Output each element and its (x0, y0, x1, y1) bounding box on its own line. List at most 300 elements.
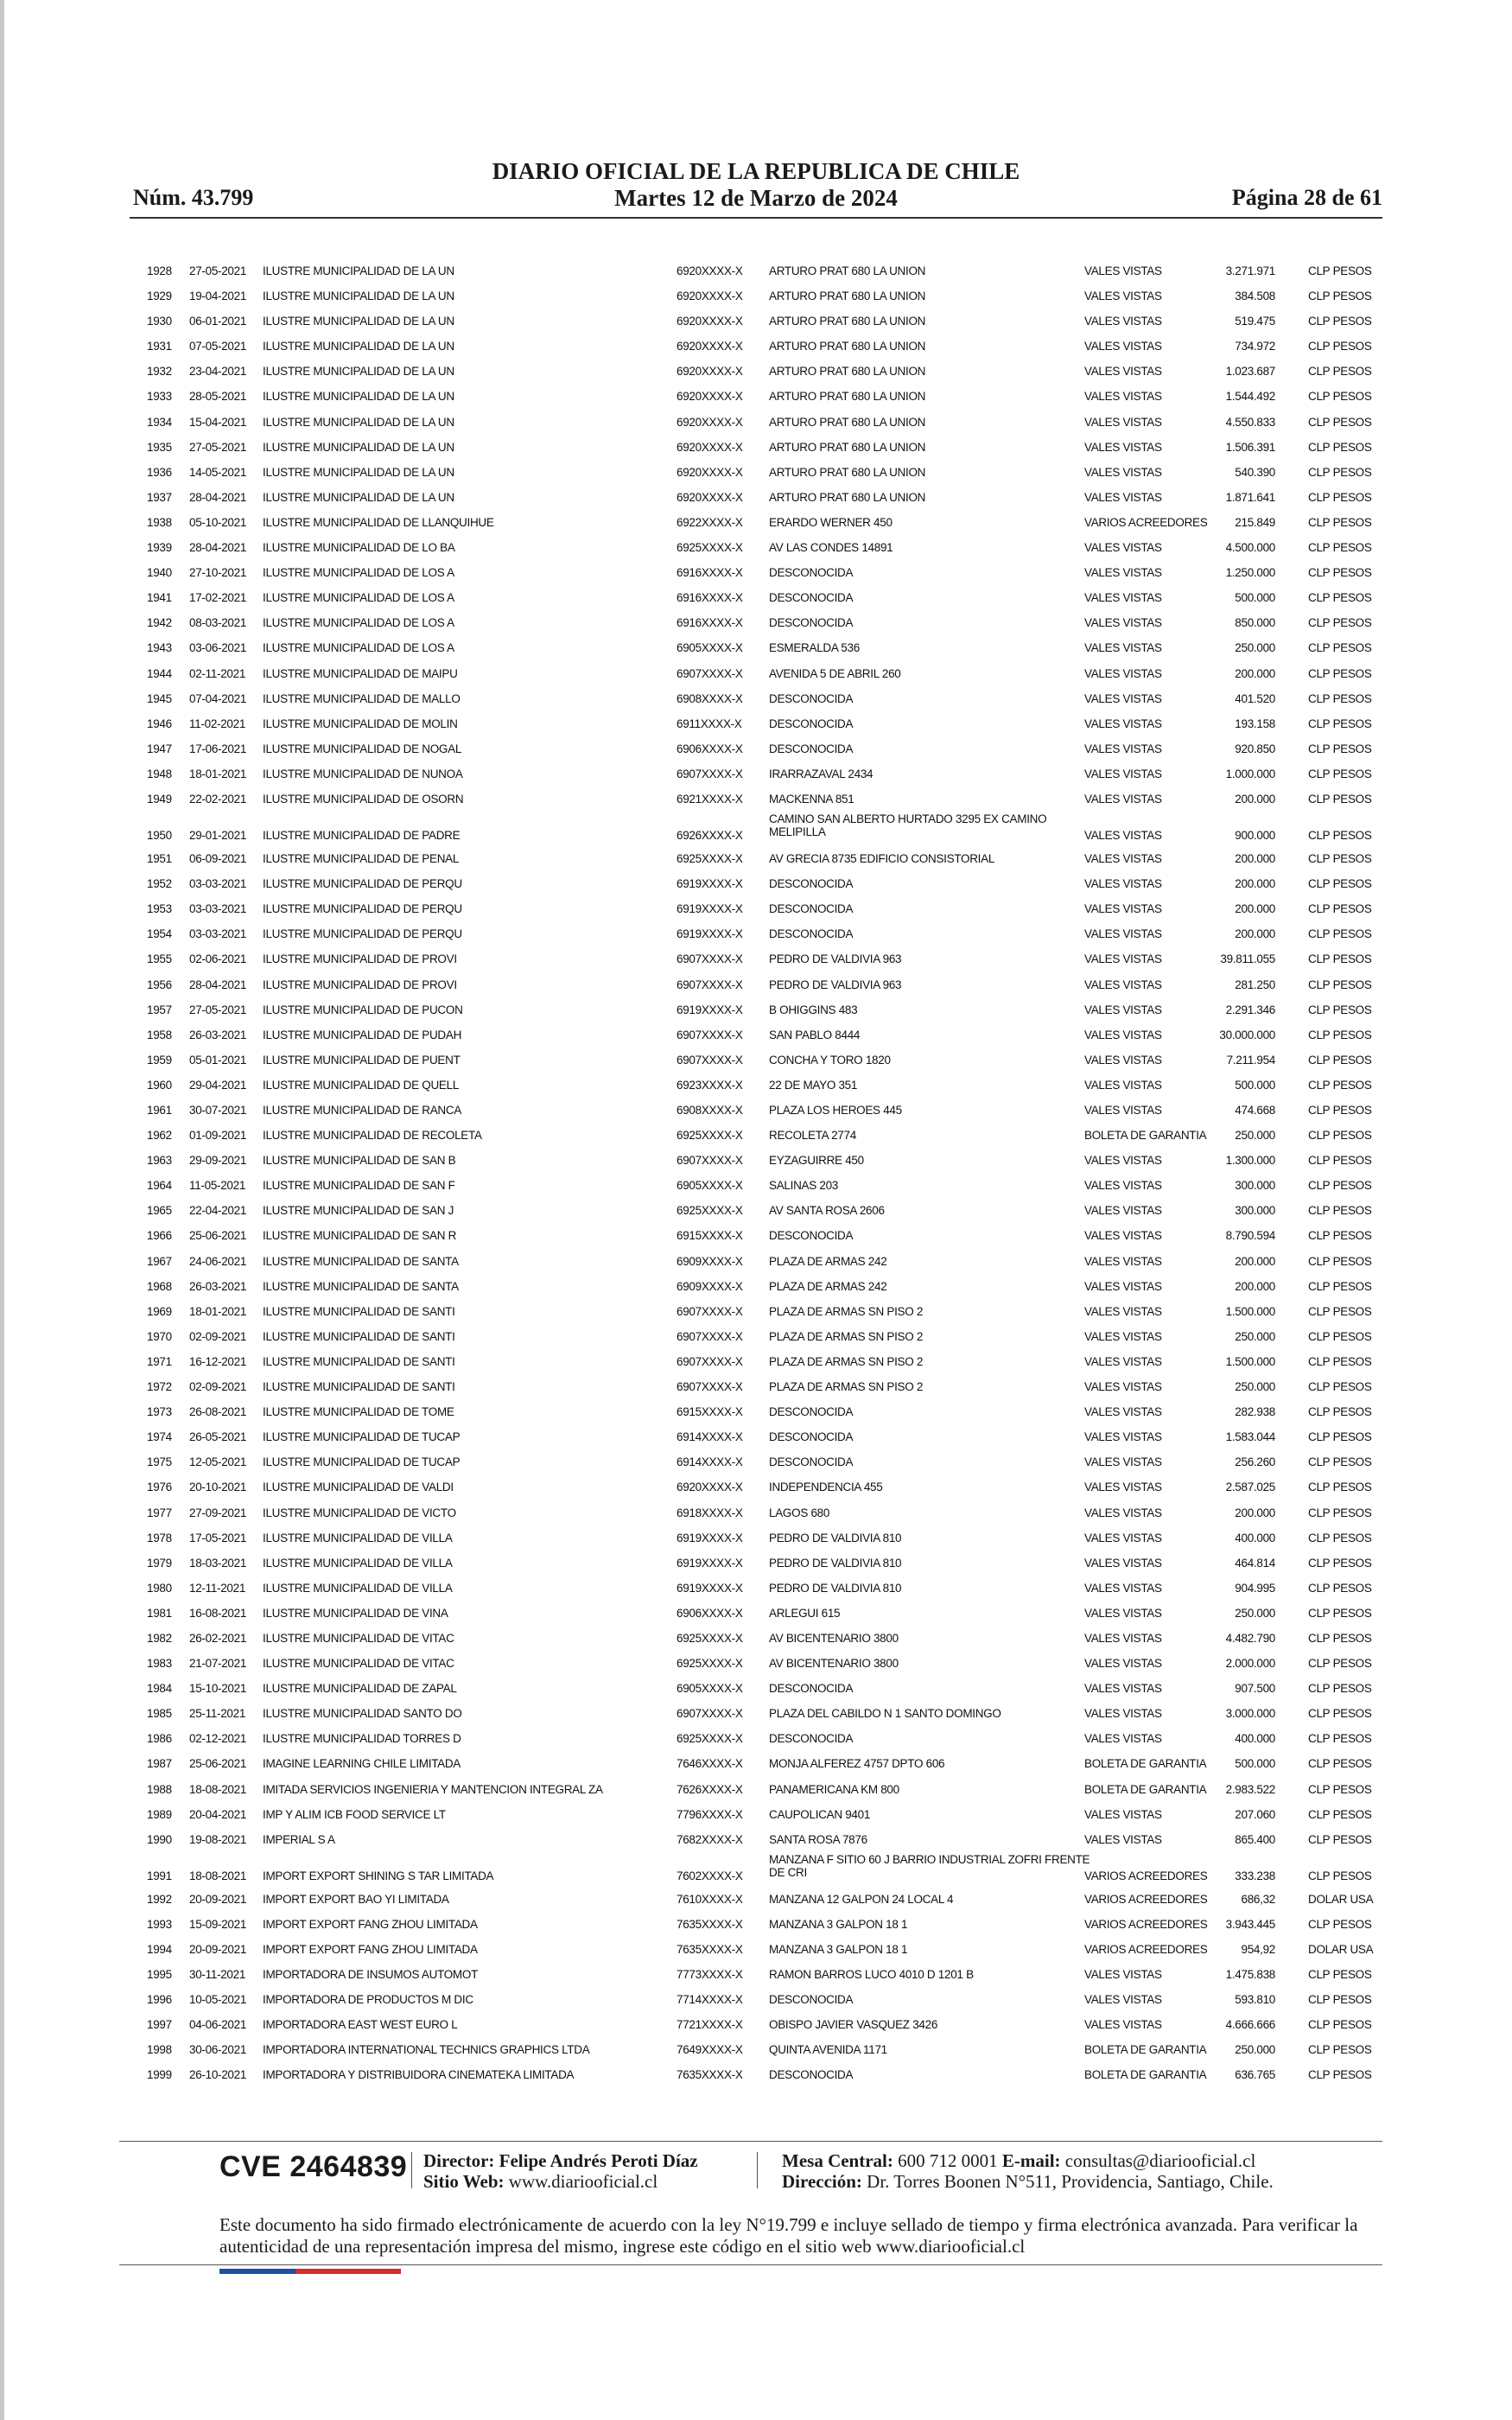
row-amount: 39.811.055 (1220, 952, 1275, 966)
row-type: VALES VISTAS (1084, 852, 1162, 866)
row-currency: CLP PESOS (1308, 742, 1372, 755)
row-name: ILUSTRE MUNICIPALIDAD DE VICTO (263, 1506, 456, 1519)
row-type: BOLETA DE GARANTIA (1084, 2068, 1207, 2082)
row-rut: 6908XXXX-X (677, 691, 743, 705)
table-row (140, 1988, 1379, 2013)
table-row (140, 1174, 1379, 1199)
row-rut: 6925XXXX-X (677, 1129, 743, 1143)
row-name: IMPERIAL S A (263, 1832, 335, 1846)
table-row (140, 1400, 1379, 1425)
row-amount: 3.271.971 (1225, 264, 1275, 277)
row-number: 1955 (147, 952, 172, 966)
row-currency: CLP PESOS (1308, 1506, 1372, 1519)
table-row (140, 1149, 1379, 1174)
row-name: ILUSTRE MUNICIPALIDAD DE PADRE (263, 829, 461, 843)
row-currency: CLP PESOS (1308, 591, 1372, 605)
row-rut: 7635XXXX-X (677, 1917, 743, 1931)
row-address: MANZANA 3 GALPON 18 1 (769, 1943, 908, 1956)
row-amount: 200.000 (1235, 1506, 1275, 1519)
row-name: ILUSTRE MUNICIPALIDAD DE PENAL (263, 852, 460, 866)
row-currency: CLP PESOS (1308, 490, 1372, 504)
row-name: IMPORT EXPORT BAO YI LIMITADA (263, 1892, 449, 1906)
row-date: 26-10-2021 (189, 2068, 247, 2082)
row-currency: CLP PESOS (1308, 264, 1372, 277)
row-number: 1988 (147, 1782, 172, 1796)
row-number: 1971 (147, 1354, 172, 1368)
row-number: 1949 (147, 792, 172, 806)
row-date: 12-05-2021 (189, 1455, 247, 1469)
row-amount: 1.506.391 (1225, 440, 1275, 454)
row-type: VALES VISTAS (1084, 1028, 1162, 1041)
row-number: 1996 (147, 1993, 172, 2007)
row-amount: 200.000 (1235, 792, 1275, 806)
row-name: ILUSTRE MUNICIPALIDAD DE TUCAP (263, 1455, 461, 1469)
row-currency: CLP PESOS (1308, 1104, 1372, 1117)
table-row (140, 1275, 1379, 1300)
table-row (140, 1828, 1379, 1853)
row-date: 03-03-2021 (189, 927, 247, 941)
row-number: 1958 (147, 1028, 172, 1041)
row-number: 1954 (147, 927, 172, 941)
row-date: 01-09-2021 (189, 1129, 247, 1143)
row-name: ILUSTRE MUNICIPALIDAD DE LOS A (263, 616, 454, 630)
row-date: 19-08-2021 (189, 1832, 247, 1846)
row-address: PANAMERICANA KM 800 (769, 1782, 899, 1796)
row-number: 1963 (147, 1154, 172, 1168)
footer-divider (119, 2141, 1382, 2142)
row-address: ARTURO PRAT 680 LA UNION (769, 465, 926, 479)
row-date: 28-04-2021 (189, 978, 247, 991)
table-row (140, 1350, 1379, 1375)
row-date: 19-04-2021 (189, 290, 247, 303)
row-currency: CLP PESOS (1308, 415, 1372, 429)
row-amount: 474.668 (1235, 1104, 1275, 1117)
row-number: 1986 (147, 1732, 172, 1746)
row-number: 1952 (147, 877, 172, 891)
row-currency: CLP PESOS (1308, 390, 1372, 404)
row-date: 29-01-2021 (189, 829, 247, 843)
row-rut: 6919XXXX-X (677, 902, 743, 916)
row-number: 1951 (147, 852, 172, 866)
row-date: 27-05-2021 (189, 1003, 247, 1016)
row-number: 1935 (147, 440, 172, 454)
row-amount: 401.520 (1235, 691, 1275, 705)
row-amount: 865.400 (1235, 1832, 1275, 1846)
row-currency: CLP PESOS (1308, 792, 1372, 806)
row-rut: 7682XXXX-X (677, 1832, 743, 1846)
row-number: 1982 (147, 1631, 172, 1645)
row-date: 28-05-2021 (189, 390, 247, 404)
table-row (140, 334, 1379, 360)
row-amount: 1.250.000 (1225, 566, 1275, 580)
row-amount: 8.790.594 (1225, 1229, 1275, 1243)
table-row (140, 284, 1379, 309)
row-type: VALES VISTAS (1084, 978, 1162, 991)
row-type: VALES VISTAS (1084, 490, 1162, 504)
row-number: 1934 (147, 415, 172, 429)
row-name: ILUSTRE MUNICIPALIDAD DE SANTI (263, 1329, 455, 1343)
row-currency: CLP PESOS (1308, 1430, 1372, 1444)
row-name: IMPORTADORA Y DISTRIBUIDORA CINEMATEKA LIMITADA (263, 2068, 575, 2082)
row-date: 06-09-2021 (189, 852, 247, 866)
row-name: ILUSTRE MUNICIPALIDAD DE SANTA (263, 1279, 459, 1293)
row-rut: 6925XXXX-X (677, 1204, 743, 1218)
row-currency: CLP PESOS (1308, 1028, 1372, 1041)
table-row (140, 536, 1379, 561)
row-address: DESCONOCIDA (769, 1732, 854, 1746)
row-date: 16-08-2021 (189, 1606, 247, 1620)
row-number: 1946 (147, 716, 172, 730)
row-currency: CLP PESOS (1308, 978, 1372, 991)
row-amount: 300.000 (1235, 1204, 1275, 1218)
row-rut: 7773XXXX-X (677, 1968, 743, 1982)
row-type: VALES VISTAS (1084, 1053, 1162, 1067)
row-rut: 6907XXXX-X (677, 1380, 743, 1394)
row-address: QUINTA AVENIDA 1171 (769, 2043, 887, 2057)
row-type: VALES VISTAS (1084, 1682, 1162, 1696)
row-address: AV LAS CONDES 14891 (769, 541, 893, 555)
row-rut: 6916XXXX-X (677, 616, 743, 630)
row-rut: 6905XXXX-X (677, 1682, 743, 1696)
row-currency: DOLAR USA (1308, 1892, 1374, 1906)
footer-separator (411, 2152, 412, 2188)
row-address: PLAZA DE ARMAS SN PISO 2 (769, 1380, 924, 1394)
row-amount: 282.938 (1235, 1405, 1275, 1419)
row-number: 1943 (147, 641, 172, 655)
row-type: VALES VISTAS (1084, 902, 1162, 916)
row-address: DESCONOCIDA (769, 1430, 854, 1444)
row-number: 1937 (147, 490, 172, 504)
legal-divider (119, 2264, 1382, 2265)
row-type: VALES VISTAS (1084, 927, 1162, 941)
row-type: VALES VISTAS (1084, 591, 1162, 605)
row-amount: 593.810 (1235, 1993, 1275, 2007)
table-row (140, 1224, 1379, 1249)
row-amount: 1.583.044 (1225, 1430, 1275, 1444)
row-amount: 250.000 (1235, 2043, 1275, 2057)
row-type: VALES VISTAS (1084, 1556, 1162, 1570)
row-address: PLAZA DE ARMAS 242 (769, 1279, 887, 1293)
table-row (140, 1425, 1379, 1450)
row-address: AV SANTA ROSA 2606 (769, 1204, 885, 1218)
row-date: 02-06-2021 (189, 952, 247, 966)
row-rut: 7796XXXX-X (677, 1807, 743, 1821)
row-date: 27-05-2021 (189, 440, 247, 454)
row-address: SAN PABLO 8444 (769, 1028, 861, 1041)
row-rut: 6915XXXX-X (677, 1229, 743, 1243)
row-name: ILUSTRE MUNICIPALIDAD DE LA UN (263, 390, 454, 404)
row-date: 11-05-2021 (189, 1179, 246, 1193)
table-row (140, 1450, 1379, 1475)
row-name: ILUSTRE MUNICIPALIDAD DE LA UN (263, 440, 454, 454)
row-name: ILUSTRE MUNICIPALIDAD DE SANTI (263, 1304, 455, 1318)
row-rut: 6907XXXX-X (677, 1304, 743, 1318)
table-row (140, 1677, 1379, 1702)
row-currency: CLP PESOS (1308, 1154, 1372, 1168)
row-currency: DOLAR USA (1308, 1943, 1374, 1956)
row-currency: CLP PESOS (1308, 1581, 1372, 1595)
row-rut: 6915XXXX-X (677, 1405, 743, 1419)
row-name: ILUSTRE MUNICIPALIDAD DE PROVI (263, 978, 457, 991)
row-address: PLAZA DE ARMAS SN PISO 2 (769, 1329, 924, 1343)
row-number: 1978 (147, 1531, 172, 1544)
row-address: DESCONOCIDA (769, 591, 854, 605)
row-currency: CLP PESOS (1308, 1968, 1372, 1982)
row-address: AVENIDA 5 DE ABRIL 260 (769, 666, 901, 680)
row-rut: 6906XXXX-X (677, 742, 743, 755)
table-row (140, 1752, 1379, 1777)
row-number: 1999 (147, 2068, 172, 2082)
row-rut: 6926XXXX-X (677, 829, 743, 843)
table-row (140, 922, 1379, 947)
row-type: VALES VISTAS (1084, 264, 1162, 277)
row-rut: 7721XXXX-X (677, 2018, 743, 2032)
row-rut: 6907XXXX-X (677, 978, 743, 991)
row-name: ILUSTRE MUNICIPALIDAD DE SANTI (263, 1354, 455, 1368)
row-type: BOLETA DE GARANTIA (1084, 1757, 1207, 1771)
row-date: 17-05-2021 (189, 1531, 247, 1544)
row-number: 1967 (147, 1254, 172, 1268)
row-amount: 30.000.000 (1219, 1028, 1275, 1041)
row-number: 1938 (147, 515, 172, 529)
records-list (140, 259, 1379, 2089)
row-currency: CLP PESOS (1308, 1204, 1372, 1218)
row-type: BOLETA DE GARANTIA (1084, 1782, 1207, 1796)
row-type: VALES VISTAS (1084, 1380, 1162, 1394)
row-type: VALES VISTAS (1084, 566, 1162, 580)
row-date: 27-05-2021 (189, 264, 247, 277)
table-row (140, 1938, 1379, 1963)
row-date: 17-02-2021 (189, 591, 247, 605)
row-amount: 1.023.687 (1225, 365, 1275, 379)
row-number: 1973 (147, 1405, 172, 1419)
phone-number: 600 712 0001 (898, 2150, 998, 2171)
row-number: 1998 (147, 2043, 172, 2057)
row-number: 1939 (147, 541, 172, 555)
row-address: LAGOS 680 (769, 1506, 830, 1519)
row-currency: CLP PESOS (1308, 1354, 1372, 1368)
row-amount: 4.482.790 (1225, 1631, 1275, 1645)
flag-red-band (295, 2269, 401, 2274)
table-row (140, 762, 1379, 787)
row-date: 30-06-2021 (189, 2043, 247, 2057)
row-name: IMPORT EXPORT SHINING S TAR LIMITADA (263, 1869, 494, 1882)
row-amount: 400.000 (1235, 1732, 1275, 1746)
row-name: ILUSTRE MUNICIPALIDAD DE VITAC (263, 1657, 454, 1671)
row-rut: 6920XXXX-X (677, 440, 743, 454)
row-name: ILUSTRE MUNICIPALIDAD DE MALLO (263, 691, 461, 705)
row-date: 26-03-2021 (189, 1028, 247, 1041)
row-currency: CLP PESOS (1308, 1682, 1372, 1696)
row-name: ILUSTRE MUNICIPALIDAD DE LA UN (263, 264, 454, 277)
row-date: 30-07-2021 (189, 1104, 247, 1117)
row-amount: 400.000 (1235, 1531, 1275, 1544)
table-row (140, 712, 1379, 737)
row-name: ILUSTRE MUNICIPALIDAD DE SAN J (263, 1204, 454, 1218)
row-address: AV BICENTENARIO 3800 (769, 1657, 899, 1671)
row-currency: CLP PESOS (1308, 1606, 1372, 1620)
row-name: ILUSTRE MUNICIPALIDAD DE TUCAP (263, 1430, 461, 1444)
row-name: IMPORTADORA DE PRODUCTOS M DIC (263, 1993, 473, 2007)
page-edge (0, 0, 4, 2420)
page-header (130, 158, 1382, 219)
row-number: 1964 (147, 1179, 172, 1193)
row-date: 29-04-2021 (189, 1078, 247, 1092)
row-address: ARTURO PRAT 680 LA UNION (769, 390, 926, 404)
row-address: MACKENNA 851 (769, 792, 854, 806)
row-name: IMAGINE LEARNING CHILE LIMITADA (263, 1757, 461, 1771)
row-currency: CLP PESOS (1308, 1003, 1372, 1016)
row-number: 1968 (147, 1279, 172, 1293)
row-number: 1948 (147, 767, 172, 780)
row-rut: 7626XXXX-X (677, 1782, 743, 1796)
row-amount: 540.390 (1235, 465, 1275, 479)
row-amount: 3.000.000 (1225, 1707, 1275, 1721)
row-name: ILUSTRE MUNICIPALIDAD DE LA UN (263, 465, 454, 479)
row-address: INDEPENDENCIA 455 (769, 1481, 883, 1494)
row-date: 21-07-2021 (189, 1657, 247, 1671)
row-type: VARIOS ACREEDORES (1084, 1892, 1208, 1906)
row-name: ILUSTRE MUNICIPALIDAD DE SAN R (263, 1229, 457, 1243)
row-address: MANZANA 12 GALPON 24 LOCAL 4 (769, 1892, 954, 1906)
row-number: 1993 (147, 1917, 172, 1931)
row-name: ILUSTRE MUNICIPALIDAD DE LA UN (263, 415, 454, 429)
row-number: 1950 (147, 829, 172, 843)
row-number: 1979 (147, 1556, 172, 1570)
row-rut: 6909XXXX-X (677, 1254, 743, 1268)
row-name: ILUSTRE MUNICIPALIDAD DE ZAPAL (263, 1682, 457, 1696)
row-address: PEDRO DE VALDIVIA 810 (769, 1581, 902, 1595)
row-address: DESCONOCIDA (769, 927, 854, 941)
row-type: VALES VISTAS (1084, 415, 1162, 429)
row-address: DESCONOCIDA (769, 1455, 854, 1469)
row-name: ILUSTRE MUNICIPALIDAD DE SAN F (263, 1179, 455, 1193)
row-currency: CLP PESOS (1308, 1481, 1372, 1494)
row-rut: 7635XXXX-X (677, 2068, 743, 2082)
website-link[interactable]: www.diariooficial.cl (508, 2171, 658, 2192)
row-name: ILUSTRE MUNICIPALIDAD DE MAIPU (263, 666, 458, 680)
table-row (140, 1576, 1379, 1602)
table-row (140, 1727, 1379, 1752)
row-type: VALES VISTAS (1084, 952, 1162, 966)
row-type: VALES VISTAS (1084, 1993, 1162, 2007)
row-rut: 6907XXXX-X (677, 1028, 743, 1041)
row-currency: CLP PESOS (1308, 541, 1372, 555)
row-name: IMP Y ALIM ICB FOOD SERVICE LT (263, 1807, 446, 1821)
row-currency: CLP PESOS (1308, 927, 1372, 941)
table-row (140, 586, 1379, 611)
row-number: 1930 (147, 315, 172, 328)
row-date: 02-11-2021 (189, 666, 246, 680)
row-name: ILUSTRE MUNICIPALIDAD DE TOME (263, 1405, 454, 1419)
table-row (140, 1963, 1379, 1988)
row-rut: 7635XXXX-X (677, 1943, 743, 1956)
row-type: BOLETA DE GARANTIA (1084, 1129, 1207, 1143)
row-type: VARIOS ACREEDORES (1084, 1869, 1208, 1882)
row-amount: 920.850 (1235, 742, 1275, 755)
row-name: ILUSTRE MUNICIPALIDAD DE PERQU (263, 927, 462, 941)
row-currency: CLP PESOS (1308, 1531, 1372, 1544)
row-number: 1965 (147, 1204, 172, 1218)
row-address: SALINAS 203 (769, 1179, 839, 1193)
row-number: 1932 (147, 365, 172, 379)
row-date: 25-06-2021 (189, 1229, 247, 1243)
row-address: CAUPOLICAN 9401 (769, 1807, 871, 1821)
table-row (140, 1803, 1379, 1828)
row-number: 1983 (147, 1657, 172, 1671)
row-name: ILUSTRE MUNICIPALIDAD DE VILLA (263, 1556, 453, 1570)
row-currency: CLP PESOS (1308, 1304, 1372, 1318)
row-address: DESCONOCIDA (769, 1682, 854, 1696)
row-rut: 7602XXXX-X (677, 1869, 743, 1882)
row-amount: 200.000 (1235, 1254, 1275, 1268)
row-number: 1984 (147, 1682, 172, 1696)
table-row (140, 1888, 1379, 1913)
cve-code: CVE 2464839 (219, 2150, 408, 2183)
row-address: 22 DE MAYO 351 (769, 1078, 858, 1092)
table-row (140, 1300, 1379, 1325)
row-name: ILUSTRE MUNICIPALIDAD DE VILLA (263, 1531, 453, 1544)
row-type: VALES VISTAS (1084, 1732, 1162, 1746)
row-name: ILUSTRE MUNICIPALIDAD DE QUELL (263, 1078, 460, 1092)
row-date: 18-03-2021 (189, 1556, 247, 1570)
row-type: VALES VISTAS (1084, 742, 1162, 755)
row-address: RAMON BARROS LUCO 4010 D 1201 B (769, 1968, 974, 1982)
row-number: 1997 (147, 2018, 172, 2032)
publication-title: DIARIO OFICIAL DE LA REPUBLICA DE CHILE (492, 158, 1020, 184)
row-address: ARTURO PRAT 680 LA UNION (769, 264, 926, 277)
row-amount: 250.000 (1235, 1129, 1275, 1143)
row-amount: 500.000 (1235, 1078, 1275, 1092)
row-date: 28-04-2021 (189, 541, 247, 555)
table-row (140, 947, 1379, 972)
row-name: ILUSTRE MUNICIPALIDAD SANTO DO (263, 1707, 462, 1721)
row-date: 26-05-2021 (189, 1430, 247, 1444)
email-link[interactable]: consultas@diariooficial.cl (1064, 2150, 1256, 2171)
row-address: PEDRO DE VALDIVIA 810 (769, 1556, 902, 1570)
row-type: VALES VISTAS (1084, 641, 1162, 655)
row-amount: 281.250 (1235, 978, 1275, 991)
row-amount: 1.475.838 (1225, 1968, 1275, 1982)
row-rut: 6920XXXX-X (677, 365, 743, 379)
row-name: ILUSTRE MUNICIPALIDAD DE RANCA (263, 1104, 462, 1117)
row-date: 30-11-2021 (189, 1968, 246, 1982)
row-rut: 6909XXXX-X (677, 1279, 743, 1293)
row-currency: CLP PESOS (1308, 515, 1372, 529)
row-date: 02-12-2021 (189, 1732, 247, 1746)
row-name: ILUSTRE MUNICIPALIDAD DE PROVI (263, 952, 457, 966)
row-address: DESCONOCIDA (769, 1405, 854, 1419)
row-name: ILUSTRE MUNICIPALIDAD DE SAN B (263, 1154, 456, 1168)
row-number: 1956 (147, 978, 172, 991)
row-type: VALES VISTAS (1084, 390, 1162, 404)
table-row (140, 872, 1379, 897)
director-name: Felipe Andrés Peroti Díaz (499, 2150, 698, 2171)
row-rut: 6923XXXX-X (677, 1078, 743, 1092)
row-name: ILUSTRE MUNICIPALIDAD DE SANTI (263, 1380, 455, 1394)
row-currency: CLP PESOS (1308, 566, 1372, 580)
row-number: 1976 (147, 1481, 172, 1494)
row-date: 02-09-2021 (189, 1329, 247, 1343)
row-amount: 2.000.000 (1225, 1657, 1275, 1671)
row-date: 22-04-2021 (189, 1204, 247, 1218)
row-name: ILUSTRE MUNICIPALIDAD DE LOS A (263, 566, 454, 580)
row-type: VARIOS ACREEDORES (1084, 1943, 1208, 1956)
table-row (140, 1124, 1379, 1149)
row-type: VALES VISTAS (1084, 1631, 1162, 1645)
row-address: PLAZA LOS HEROES 445 (769, 1104, 902, 1117)
row-number: 1981 (147, 1606, 172, 1620)
